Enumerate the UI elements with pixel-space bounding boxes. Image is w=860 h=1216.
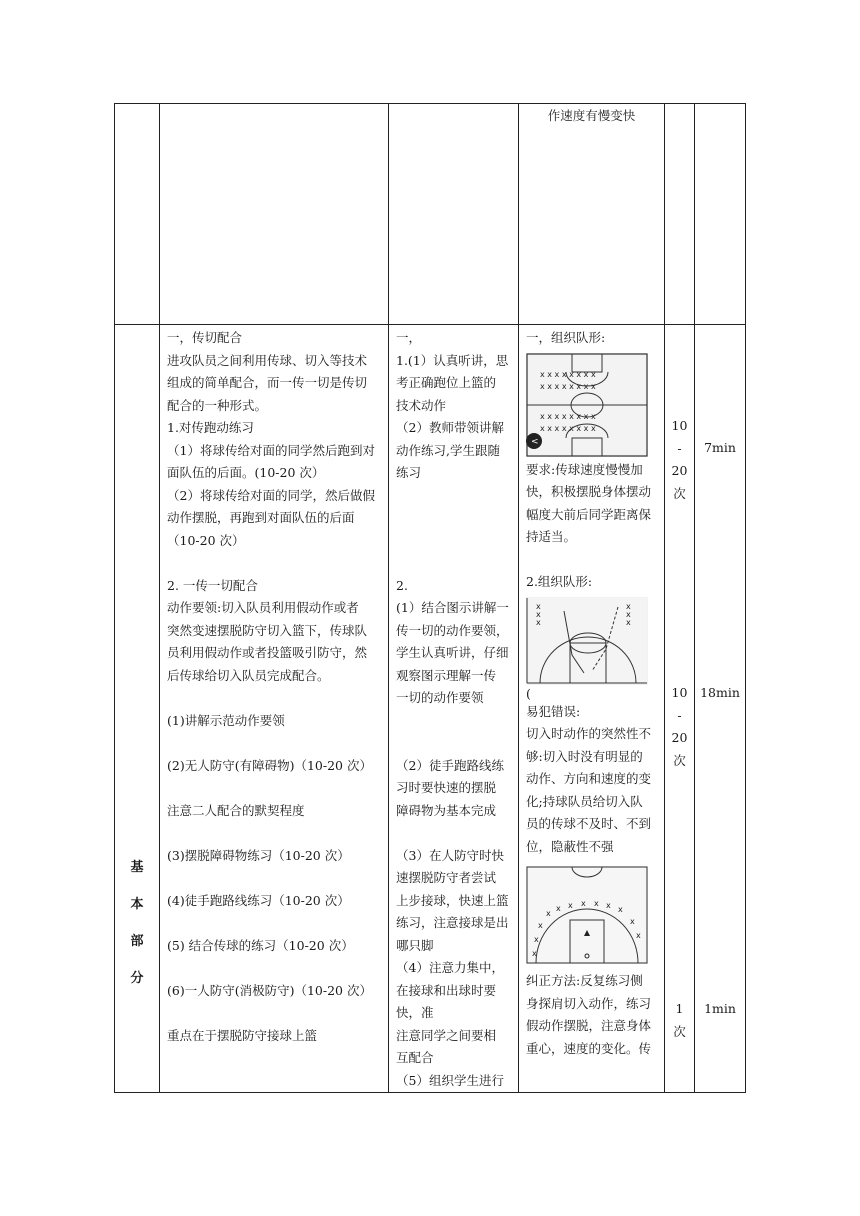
organization-heading-2: 2.组织队形: xyxy=(526,574,593,589)
errors-line: 够:切入时没有明显的 xyxy=(526,748,643,764)
organization-cell-top xyxy=(519,104,665,325)
count-group-2 xyxy=(665,682,694,772)
errors-line: 员的传球不及时、不到 xyxy=(526,816,652,831)
student-line: （2）教师带领讲解 xyxy=(396,420,504,435)
count-group-3 xyxy=(665,998,694,1043)
svg-text:<: < xyxy=(531,436,539,447)
svg-text:x: x xyxy=(626,601,631,611)
content-line: 员利用假动作或者投篮吸引防守，然 xyxy=(167,645,368,660)
requirements-line: 要求:传球速度慢慢加 xyxy=(526,461,643,477)
student-line: 观察图示理解一传 xyxy=(396,667,497,683)
student-line: 习时要快速的摆脱 xyxy=(396,780,497,795)
count-value: 10 xyxy=(671,418,688,433)
svg-text:x: x xyxy=(618,905,623,914)
content-line: 1.对传跑动练习 xyxy=(167,420,254,435)
content-item: (1)讲解示范动作要领 xyxy=(167,712,285,728)
student-line: 障碍物为基本完成 xyxy=(396,802,497,818)
content-item: (4)徒手跑路线练习（10-20 次） xyxy=(167,892,350,908)
court-diagram-formation-1 xyxy=(526,353,648,457)
count-value: 次 xyxy=(673,485,686,501)
content-line: 一，传切配合 xyxy=(167,330,243,345)
errors-line: 化;持球队员给切入队 xyxy=(526,793,643,809)
count-value: 次 xyxy=(673,752,686,768)
svg-text:x: x xyxy=(538,921,543,930)
count-cell-empty xyxy=(665,104,695,325)
fix-line: 假动作摆脱，注意身体 xyxy=(526,1018,652,1033)
content-line: 配合的一种形式。 xyxy=(167,397,268,413)
student-line: 快，准 xyxy=(396,1005,434,1020)
content-item: (3)摆脱障碍物练习（10-20 次） xyxy=(167,847,350,863)
section-label-char: 基 xyxy=(130,860,144,875)
content-line: 进攻队员之间利用传球、切入等技术 xyxy=(167,352,368,368)
svg-text:x: x xyxy=(536,601,541,611)
student-line: 一切的动作要领 xyxy=(396,690,484,705)
count-value: 1 xyxy=(675,1001,684,1016)
student-line: 互配合 xyxy=(396,1050,434,1065)
stray-mark: ( xyxy=(526,686,531,701)
table-row-continuation xyxy=(115,104,746,325)
content-line: 动作摆脱，再跑到对面队伍的后面 xyxy=(167,510,355,525)
svg-text:x: x xyxy=(606,901,611,910)
requirements-line: 持适当。 xyxy=(526,529,577,544)
fix-line: 重心，速度的变化。传 xyxy=(526,1040,652,1056)
count-value: 次 xyxy=(673,1023,686,1039)
svg-text:x: x xyxy=(556,904,561,913)
svg-text:x x x x x x x x: x x x x x x x x xyxy=(540,411,596,421)
content-item: (2)无人防守(有障碍物)（10-20 次） xyxy=(167,757,372,773)
count-value: - xyxy=(677,707,682,723)
time-value: 1min xyxy=(704,1001,736,1016)
student-line: （4）注意力集中， xyxy=(396,960,504,975)
content-line: （2）将球传给对面的同学，然后做假 xyxy=(167,487,375,503)
content-line: （10-20 次） xyxy=(167,532,245,548)
section-label-char: 部 xyxy=(130,934,144,949)
content-item: 重点在于摆脱防守接球上篮 xyxy=(167,1027,318,1043)
lesson-plan-table xyxy=(114,103,746,1093)
content-cell-empty xyxy=(160,104,389,325)
svg-text:x: x xyxy=(581,899,586,908)
section-cell-empty xyxy=(115,104,160,325)
student-line: (1）结合图示讲解一 xyxy=(396,600,509,615)
student-line: 在接球和出球时要 xyxy=(396,982,497,998)
student-line: （5）组织学生进行 xyxy=(396,1072,504,1088)
svg-text:x: x xyxy=(546,909,551,918)
student-line: （2）徒手跑路线练 xyxy=(396,757,504,773)
svg-text:x: x xyxy=(532,949,537,958)
student-activity-cell xyxy=(389,325,519,1093)
organization-continuation-text: 作速度有慢变快 xyxy=(547,108,636,123)
student-line: 考正确跑位上篮的 xyxy=(396,375,497,390)
student-line: 学生认真听讲，仔细 xyxy=(396,645,509,660)
time-value: 18min xyxy=(700,685,740,700)
svg-text:x: x xyxy=(636,931,641,940)
student-cell-empty xyxy=(389,104,519,325)
errors-line: 位，隐蔽性不强 xyxy=(526,838,614,854)
section-label-char: 本 xyxy=(130,897,144,912)
svg-text:x: x xyxy=(626,617,631,627)
svg-text:x x x x x x x x: x x x x x x x x xyxy=(540,381,596,391)
requirements-line: 快，积极摆脱身体摆动 xyxy=(526,484,652,499)
student-line: 注意同学之间要相 xyxy=(396,1027,497,1043)
section-label-char: 分 xyxy=(130,971,144,986)
student-line: 上步接球，快速上篮 xyxy=(396,892,509,908)
fix-line: 身探肩切入动作，练习 xyxy=(526,995,652,1011)
count-value: 20 xyxy=(671,730,688,745)
student-line: 动作练习,学生跟随 xyxy=(396,442,500,458)
teaching-content-cell xyxy=(160,325,389,1093)
content-line: （1）将球传给对面的同学然后跑到对 xyxy=(167,442,375,458)
content-line: 面队伍的后面。(10-20 次） xyxy=(167,465,325,480)
svg-text:x: x xyxy=(536,617,541,627)
student-line: 传一切的动作要领， xyxy=(396,622,509,638)
count-cell xyxy=(665,325,695,1093)
student-line: 哪只脚 xyxy=(396,937,434,953)
count-group-1 xyxy=(665,415,694,505)
court-diagram-formation-2 xyxy=(526,597,648,685)
time-cell xyxy=(695,325,746,1093)
organization-cell xyxy=(519,325,665,1093)
student-line: 练习，注意接球是出 xyxy=(396,915,509,930)
svg-text:x: x xyxy=(626,609,631,619)
student-line: 一， xyxy=(396,330,422,345)
svg-text:x: x xyxy=(630,917,635,926)
svg-text:x: x xyxy=(536,609,541,619)
content-item: (6)一人防守(消极防守)（10-20 次） xyxy=(167,982,372,998)
content-line: 2. 一传一切配合 xyxy=(167,577,258,593)
count-value: 10 xyxy=(671,685,688,700)
court-diagram-formation-3 xyxy=(526,866,648,964)
count-value: - xyxy=(677,440,682,456)
section-label-cell xyxy=(115,325,160,1093)
student-line: （3）在人防守时快 xyxy=(396,847,504,863)
svg-text:x: x xyxy=(568,901,573,910)
content-line: 组成的简单配合，而一传一切是传切 xyxy=(167,375,368,390)
count-value: 20 xyxy=(671,463,688,478)
svg-text:x: x xyxy=(534,935,539,944)
time-cell-empty xyxy=(695,104,746,325)
student-line: 2. xyxy=(396,577,408,593)
organization-heading-1: 一，组织队形: xyxy=(526,330,606,345)
requirements-line: 幅度大前后同学距离保 xyxy=(526,506,652,522)
student-line: 练习 xyxy=(396,465,422,480)
svg-text:x: x xyxy=(594,899,599,908)
time-value: 7min xyxy=(704,440,736,455)
content-line: 后传球给切入队员完成配合。 xyxy=(167,667,330,683)
errors-line: 切入时动作的突然性不 xyxy=(526,726,652,741)
table-row-basic-part xyxy=(115,325,746,1093)
student-line: 技术动作 xyxy=(396,397,447,413)
errors-line: 动作、方向和速度的变 xyxy=(526,771,652,786)
fix-line: 纠正方法:反复练习侧 xyxy=(526,973,643,988)
student-line: 1.(1）认真听讲，思 xyxy=(396,352,509,368)
content-item: 注意二人配合的默契程度 xyxy=(167,802,305,818)
student-line: 速摆脱防守者尝试 xyxy=(396,870,497,885)
errors-title: 易犯错误: xyxy=(526,703,581,719)
content-item: (5) 结合传球的练习（10-20 次） xyxy=(167,937,354,953)
svg-text:x x x x x x x x: x x x x x x x x xyxy=(540,369,596,379)
svg-text:x x x x x x x x: x x x x x x x x xyxy=(540,423,596,433)
content-line: 突然变速摆脱防守切入篮下，传球队 xyxy=(167,622,368,638)
content-line: 动作要领:切入队员利用假动作或者 xyxy=(167,600,359,615)
